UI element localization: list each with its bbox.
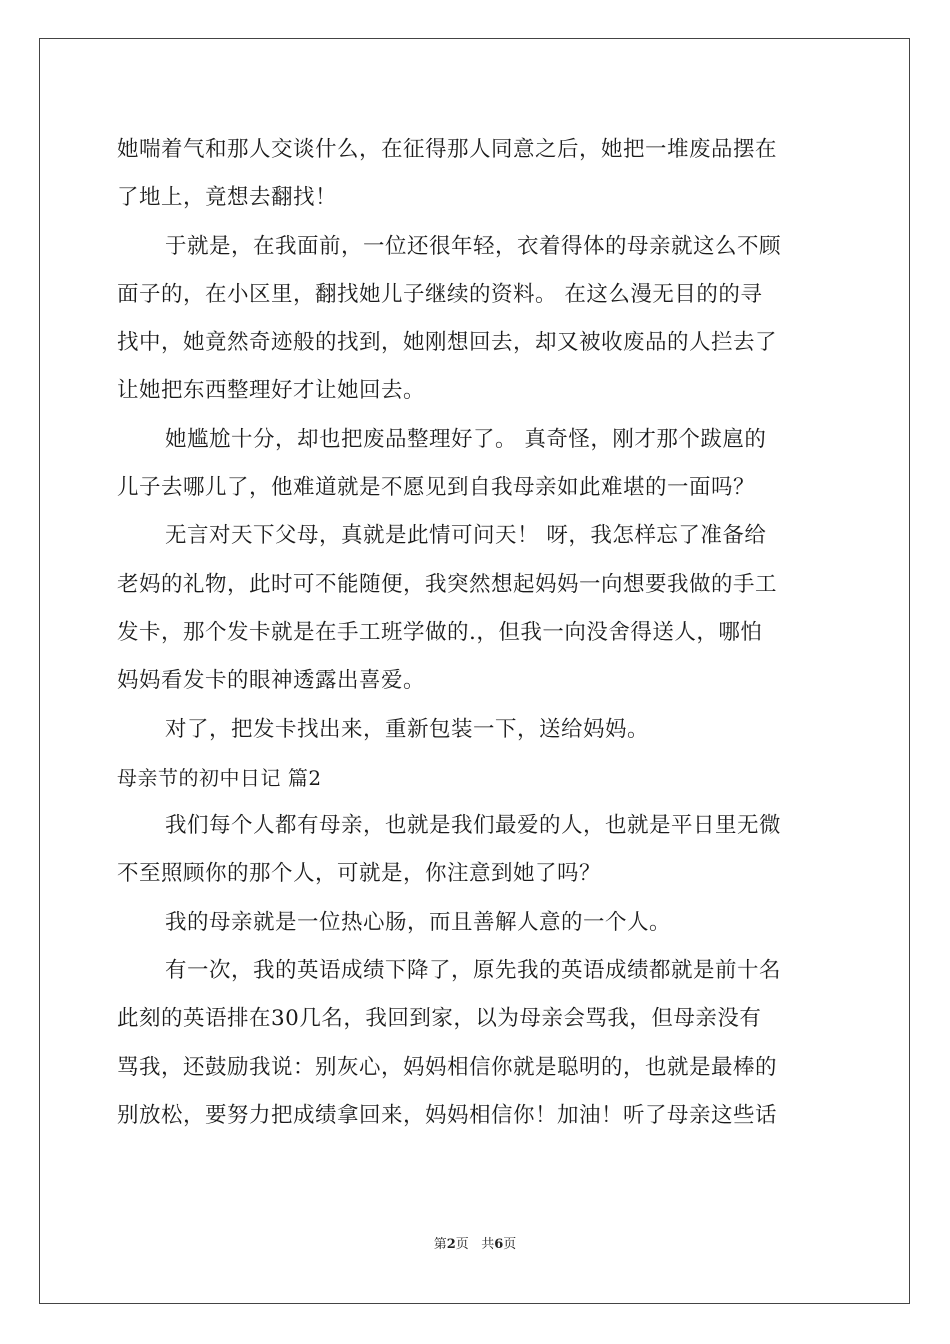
text-line: 不至照顾你的那个人，可就是，你注意到她了吗？: [117, 861, 602, 887]
text-line: 别放松，要努力把成绩拿回来，妈妈相信你！加油！听了母亲这些话: [117, 1102, 778, 1128]
footer-total-prefix: 共: [481, 1237, 495, 1252]
text-line: 无言对天下父母，真就是此情可问天！ 呀，我怎样忘了准备给: [165, 523, 767, 549]
text-line: 儿子去哪儿了，他难道就是不愿见到自我母亲如此难堪的一面吗？: [117, 475, 756, 501]
text-line: 于就是，在我面前，一位还很年轻，衣着得体的母亲就这么不顾: [165, 233, 782, 259]
text-line: 面子的，在小区里，翻找她儿子继续的资料。 在这么漫无目的的寻: [117, 281, 763, 307]
text-line: 她尴尬十分，却也把废品整理好了。 真奇怪，刚才那个跋扈的: [165, 426, 767, 452]
text-line: 妈妈看发卡的眼神透露出喜爱。: [117, 668, 426, 694]
text-line: 让她把东西整理好才让她回去。: [117, 378, 426, 404]
footer-total-suffix: 页: [503, 1237, 517, 1252]
footer-total-number: 6: [494, 1237, 504, 1252]
text-line: 此刻的英语排在30几名，我回到家，以为母亲会骂我，但母亲没有: [117, 1006, 762, 1032]
text-line: 她喘着气和那人交谈什么，在征得那人同意之后，她把一堆废品摆在: [117, 137, 778, 162]
text-line: 有一次，我的英语成绩下降了，原先我的英语成绩都就是前十名: [165, 958, 782, 984]
document-body: [117, 126, 837, 1140]
text-line: 了地上，竟想去翻找！: [117, 185, 338, 211]
text-line: 发卡，那个发卡就是在手工班学做的.，但我一向没舍得送人，哪怕: [117, 619, 763, 645]
footer-page-suffix: 页: [455, 1237, 469, 1252]
text-line: 我们每个人都有母亲，也就是我们最爱的人，也就是平日里无微: [165, 813, 782, 839]
footer-page-prefix: 第: [433, 1237, 447, 1252]
text-line: 老妈的礼物，此时可不能随便，我突然想起妈妈一向想要我做的手工: [117, 571, 778, 597]
text-line: 找中，她竟然奇迹般的找到，她刚想回去，却又被收废品的人拦去了: [117, 330, 778, 356]
text-line: 我的母亲就是一位热心肠，而且善解人意的一个人。: [165, 909, 672, 935]
page-footer: [0, 1237, 950, 1253]
footer-page-number: 2: [446, 1237, 456, 1252]
section-heading: 母亲节的初中日记 篇2: [117, 765, 322, 790]
text-line: 对了，把发卡找出来，重新包装一下，送给妈妈。: [165, 716, 650, 742]
text-line: 骂我，还鼓励我说：别灰心，妈妈相信你就是聪明的，也就是最棒的: [117, 1054, 778, 1080]
